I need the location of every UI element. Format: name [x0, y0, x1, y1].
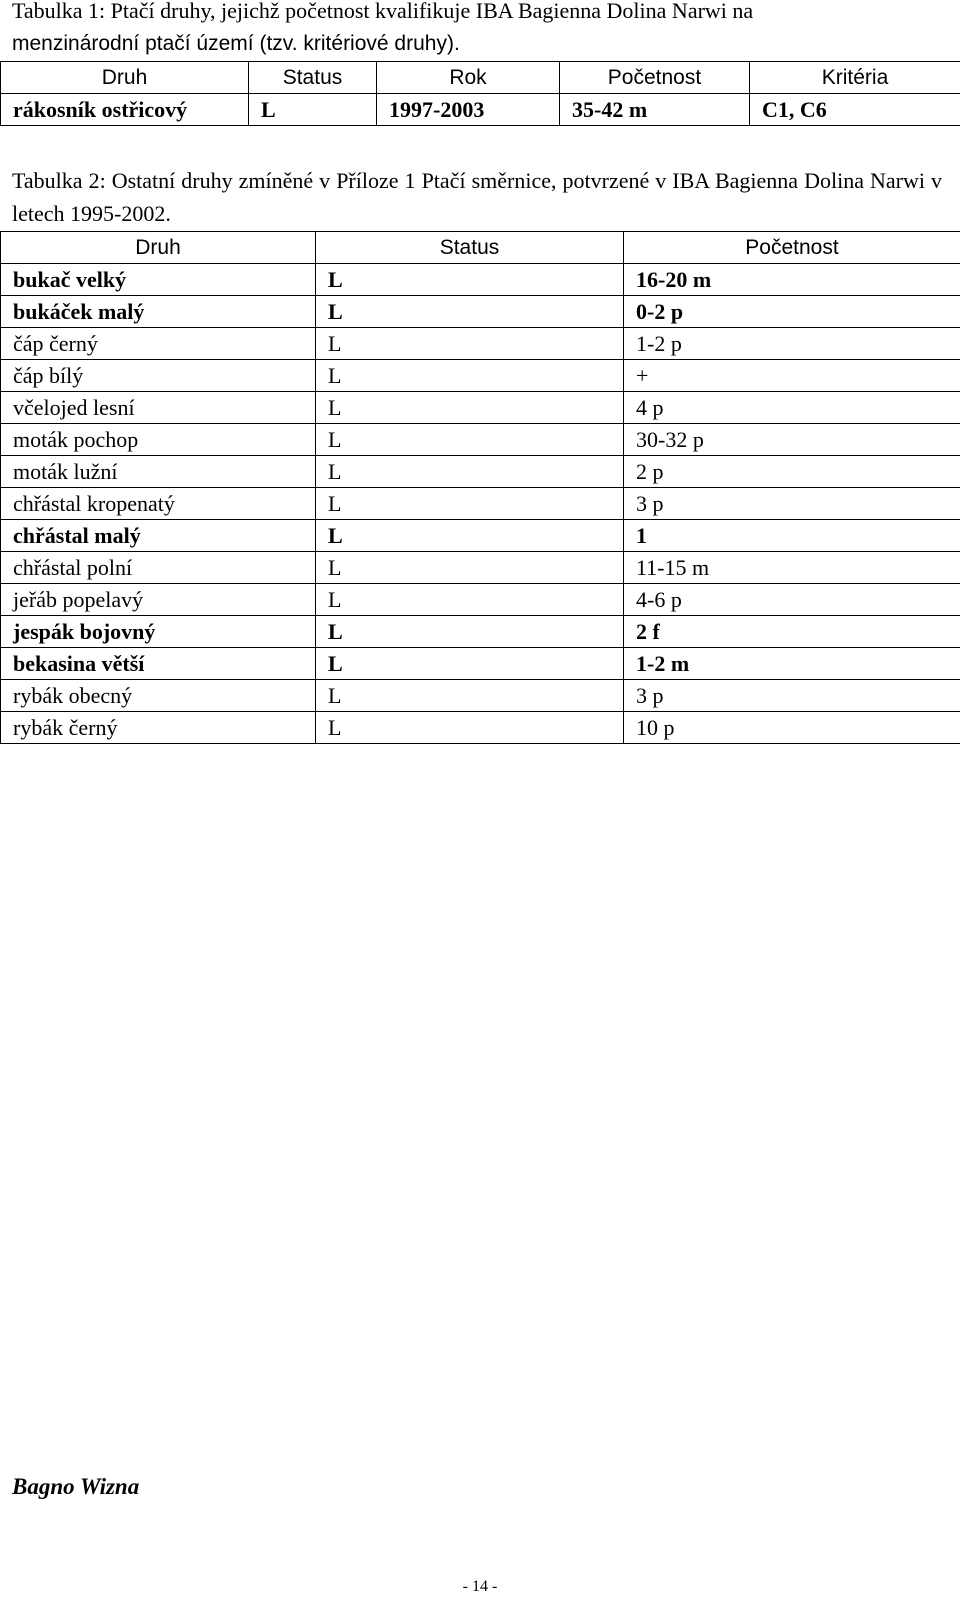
table2-caption: Tabulka 2: Ostatní druhy zmíněné v Příloze 1 Ptačí směrnice, potvrzené v IBA Bagienna Dolina Narwi v letech 1995-2002. [12, 168, 942, 226]
cell-status: L [316, 392, 624, 424]
table1-caption-line1: Tabulka 1: Ptačí druhy, jejichž početnost kvalifikuje IBA Bagienna Dolina Narwi na [12, 0, 754, 23]
cell-status: L [316, 456, 624, 488]
page-number: - 14 - [462, 1578, 498, 1595]
cell-status: L [316, 680, 624, 712]
cell-status: L [316, 296, 624, 328]
table1-cell-pocetnost: 35-42 m [560, 94, 750, 126]
table-row [1, 616, 960, 648]
cell-status: L [316, 424, 624, 456]
cell-druh: bukač velký [1, 264, 316, 296]
cell-druh: čáp bílý [1, 360, 316, 392]
cell-druh: rybák černý [1, 712, 316, 744]
table1-header-status: Status [249, 62, 377, 94]
cell-druh: chřástal malý [1, 520, 316, 552]
cell-druh: bekasina větší [1, 648, 316, 680]
table1-caption [12, 0, 942, 60]
table1-header-row [1, 62, 960, 94]
table1-header-pocetnost: Početnost [560, 62, 750, 94]
table-row [1, 584, 960, 616]
cell-druh: rybák obecný [1, 680, 316, 712]
cell-druh: jeřáb popelavý [1, 584, 316, 616]
cell-status: L [316, 552, 624, 584]
table-row [1, 520, 960, 552]
table1-caption-line2: menzinárodní ptačí území (tzv. kritériové druhy). [12, 32, 460, 55]
cell-status: L [316, 264, 624, 296]
cell-status: L [316, 584, 624, 616]
table-row [1, 328, 960, 360]
cell-pocetnost: 2 p [624, 456, 960, 488]
cell-druh: chřástal kropenatý [1, 488, 316, 520]
cell-status: L [316, 360, 624, 392]
cell-pocetnost: 16-20 m [624, 264, 960, 296]
table1-cell-druh: rákosník ostřicový [1, 94, 249, 126]
cell-pocetnost: 2 f [624, 616, 960, 648]
table1-header-druh: Druh [1, 62, 249, 94]
cell-druh: včelojed lesní [1, 392, 316, 424]
cell-pocetnost: 10 p [624, 712, 960, 744]
table1-cell-status: L [249, 94, 377, 126]
table-row [1, 680, 960, 712]
cell-pocetnost: 1-2 p [624, 328, 960, 360]
cell-status: L [316, 648, 624, 680]
table-row [1, 296, 960, 328]
cell-status: L [316, 520, 624, 552]
table-row [1, 456, 960, 488]
table2-other-species [0, 231, 960, 744]
cell-pocetnost: 30-32 p [624, 424, 960, 456]
cell-druh: jespák bojovný [1, 616, 316, 648]
cell-status: L [316, 712, 624, 744]
table1-cell-rok: 1997-2003 [377, 94, 560, 126]
cell-druh: bukáček malý [1, 296, 316, 328]
cell-pocetnost: 4-6 p [624, 584, 960, 616]
table-row [1, 648, 960, 680]
cell-status: L [316, 488, 624, 520]
cell-pocetnost: 1-2 m [624, 648, 960, 680]
table-row [1, 94, 960, 126]
table1-qualifying-species [0, 61, 960, 126]
cell-druh: moták pochop [1, 424, 316, 456]
table-row [1, 392, 960, 424]
table1-header-kriteria: Kritéria [750, 62, 960, 94]
table-row [1, 360, 960, 392]
cell-pocetnost: 0-2 p [624, 296, 960, 328]
table1-header-rok: Rok [377, 62, 560, 94]
table1-cell-kriteria: C1, C6 [750, 94, 960, 126]
cell-druh: chřástal polní [1, 552, 316, 584]
cell-status: L [316, 328, 624, 360]
table-row [1, 712, 960, 744]
table-row [1, 488, 960, 520]
section-title: Bagno Wizna [12, 1474, 140, 1499]
table-row [1, 552, 960, 584]
cell-pocetnost: 3 p [624, 680, 960, 712]
table2-body [1, 264, 960, 744]
table2-header-row [1, 232, 960, 264]
table2-header-status: Status [316, 232, 624, 264]
table-row [1, 264, 960, 296]
cell-druh: moták lužní [1, 456, 316, 488]
cell-pocetnost: 4 p [624, 392, 960, 424]
cell-status: L [316, 616, 624, 648]
cell-druh: čáp černý [1, 328, 316, 360]
table2-header-druh: Druh [1, 232, 316, 264]
cell-pocetnost: 1 [624, 520, 960, 552]
cell-pocetnost: + [624, 360, 960, 392]
table-row [1, 424, 960, 456]
cell-pocetnost: 11-15 m [624, 552, 960, 584]
cell-pocetnost: 3 p [624, 488, 960, 520]
table2-header-pocetnost: Početnost [624, 232, 960, 264]
